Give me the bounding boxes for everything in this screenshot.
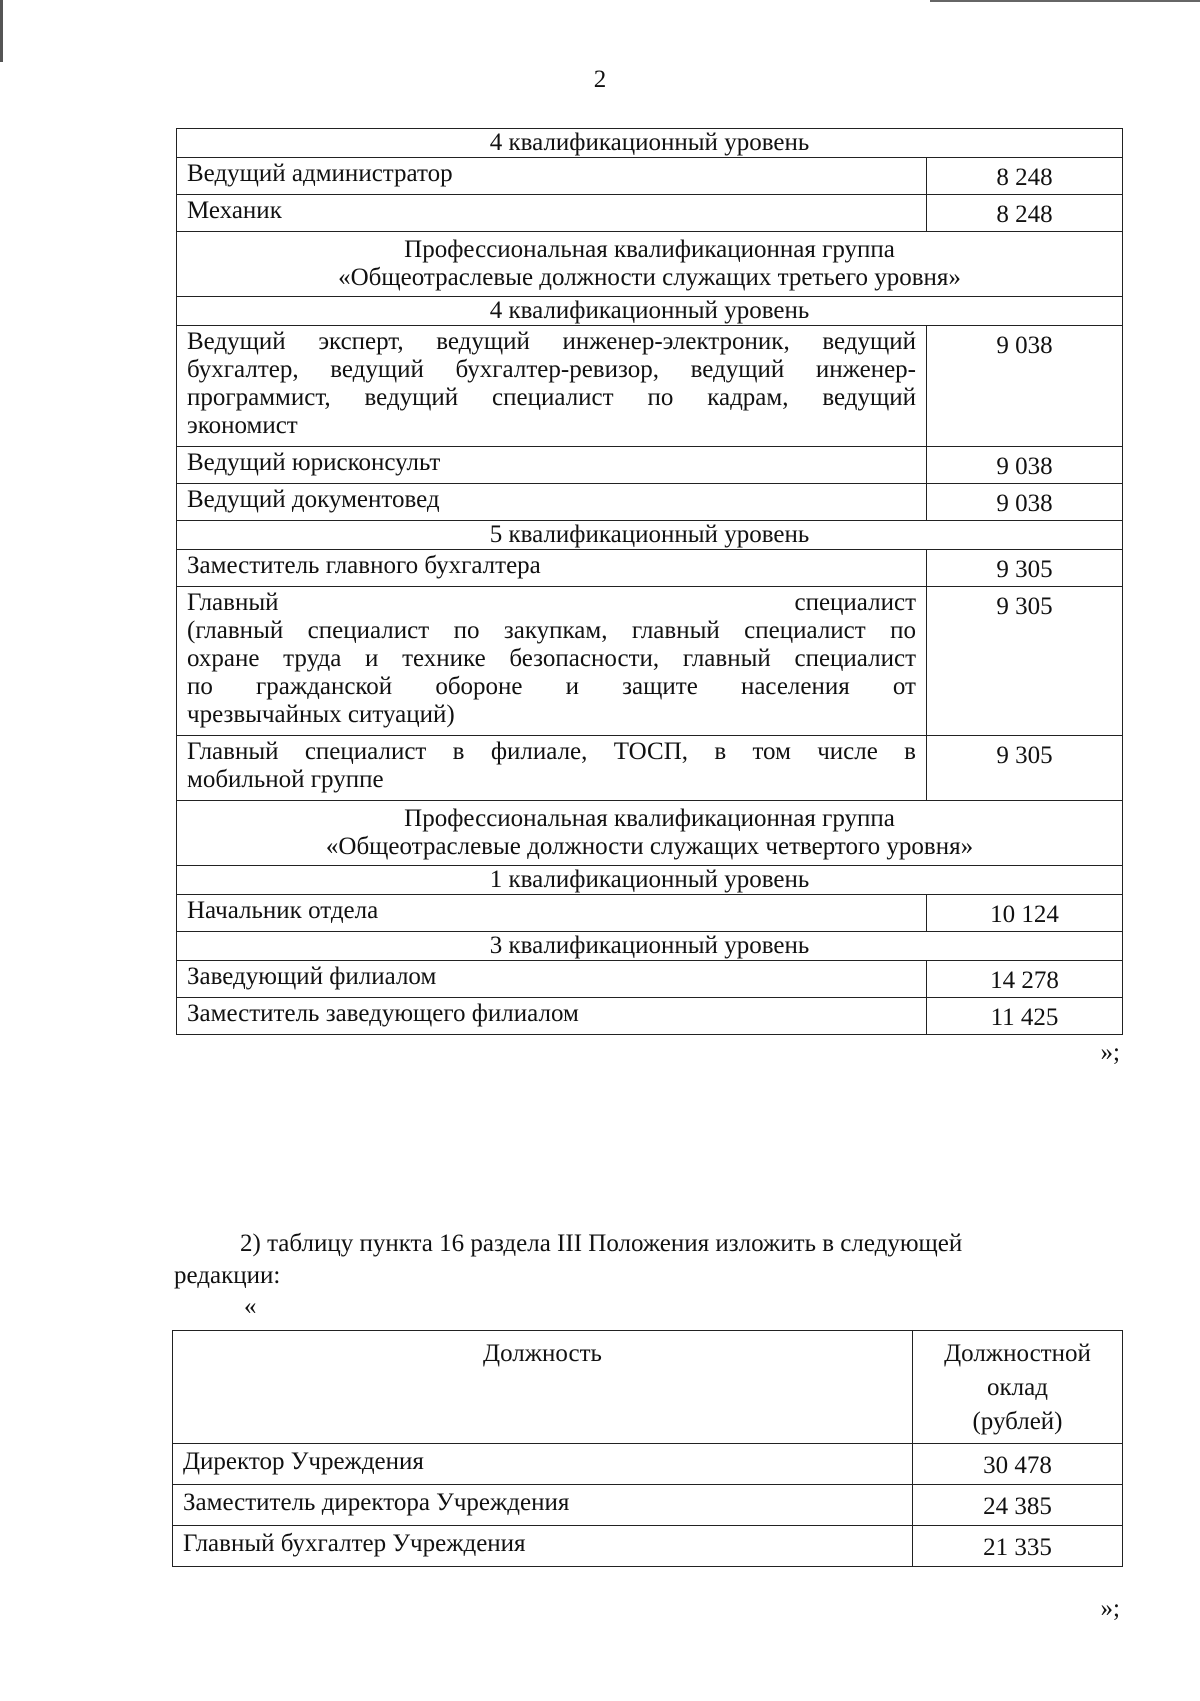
qualification-group-row — [177, 232, 1123, 297]
table-row — [177, 895, 1123, 932]
qualification-level-heading — [177, 129, 1123, 158]
salary-value: 8 248 — [996, 201, 1053, 228]
position-name-line: Заместитель главного бухгалтера — [187, 552, 541, 579]
amendment-paragraph — [174, 1228, 1120, 1292]
salary-value-cell — [927, 998, 1123, 1035]
table-row — [177, 326, 1123, 447]
salary-value-cell — [927, 587, 1123, 736]
salary-value: 9 305 — [996, 593, 1053, 620]
header-salary-line: оклад — [987, 1374, 1048, 1401]
salary-value: 9 038 — [996, 490, 1053, 517]
position-name-cell — [177, 998, 927, 1035]
qualification-level-heading — [177, 932, 1123, 961]
salary-value-cell: 30 478 — [913, 1444, 1123, 1485]
salary-value-cell — [927, 326, 1123, 447]
qualification-level-heading — [177, 521, 1123, 550]
qualification-group-heading — [177, 232, 1123, 297]
level-title: 4 квалификационный уровень — [489, 129, 810, 156]
position-name-line: Ведущий юрисконсульт — [187, 449, 441, 476]
closing-quote-2: »; — [1100, 1595, 1120, 1622]
position-name-line: Ведущий документовед — [187, 486, 440, 513]
closing-quote-1: »; — [1100, 1039, 1120, 1066]
position-name-cell — [177, 961, 927, 998]
table-row — [173, 1526, 1123, 1567]
table-header-row — [173, 1331, 1123, 1444]
salary-value-cell: 24 385 — [913, 1485, 1123, 1526]
position-name-cell: Главный бухгалтер Учреждения — [173, 1526, 913, 1567]
group-title-line: «Общеотраслевые должности служащих четвертого уровня» — [325, 833, 974, 860]
salary-value-cell — [927, 447, 1123, 484]
position-name-line: бухгалтер, ведущий бухгалтер-ревизор, ведущий инженер- — [187, 356, 916, 383]
position-name-cell — [177, 736, 927, 801]
position-name-cell — [177, 158, 927, 195]
scan-top-mark — [930, 0, 1200, 2]
salary-table-management — [172, 1330, 1123, 1567]
amendment-paragraph-line-1: 2) таблицу пункта 16 раздела III Положения изложить в следующей — [240, 1230, 963, 1257]
position-name-line: Главный специалист — [187, 589, 916, 616]
level-title: 5 квалификационный уровень — [489, 521, 810, 548]
table-row — [177, 550, 1123, 587]
table-row — [177, 736, 1123, 801]
salary-value: 9 038 — [996, 453, 1053, 480]
position-name-line: программист, ведущий специалист по кадрам, ведущий — [187, 384, 916, 411]
header-salary-line: Должностной — [944, 1340, 1091, 1367]
amendment-paragraph-line-2: редакции: — [174, 1262, 281, 1289]
position-name-line: экономист — [187, 412, 298, 439]
qualification-level-row — [177, 129, 1123, 158]
salary-value-cell — [927, 484, 1123, 521]
salary-value: 11 425 — [990, 1004, 1059, 1031]
scan-edge-mark — [0, 0, 3, 62]
salary-value: 8 248 — [996, 164, 1053, 191]
header-position — [173, 1331, 913, 1444]
position-name-line: Ведущий эксперт, ведущий инженер-электроник, ведущий — [187, 328, 916, 355]
qualification-level-heading — [177, 866, 1123, 895]
position-name-cell — [177, 195, 927, 232]
level-title: 4 квалификационный уровень — [489, 297, 810, 324]
position-name-line: Ведущий администратор — [187, 160, 453, 187]
level-title: 1 квалификационный уровень — [489, 866, 810, 893]
salary-value: 9 305 — [996, 556, 1053, 583]
position-name-cell — [177, 484, 927, 521]
position-name-line: Заместитель заведующего филиалом — [187, 1000, 579, 1027]
salary-value: 10 124 — [990, 901, 1059, 928]
salary-value: 9 305 — [996, 742, 1053, 769]
qualification-group-heading — [177, 801, 1123, 866]
table-row — [177, 484, 1123, 521]
position-name-line: (главный специалист по закупкам, главный специалист по — [187, 617, 916, 644]
table-row — [177, 961, 1123, 998]
page-number: 2 — [593, 66, 607, 93]
position-name-cell — [177, 550, 927, 587]
header-salary-line: (рублей) — [972, 1408, 1063, 1435]
salary-value-cell — [927, 736, 1123, 801]
salary-value: 14 278 — [990, 967, 1059, 994]
position-name-line: Заведующий филиалом — [187, 963, 437, 990]
position-name-cell — [177, 895, 927, 932]
position-name-cell: Директор Учреждения — [173, 1444, 913, 1485]
qualification-group-row — [177, 801, 1123, 866]
table-row — [177, 195, 1123, 232]
salary-value-cell — [927, 550, 1123, 587]
salary-value-cell — [927, 195, 1123, 232]
position-name-cell — [177, 587, 927, 736]
qualification-level-row — [177, 521, 1123, 550]
group-title-line: Профессиональная квалификационная группа — [404, 805, 895, 832]
salary-value: 9 038 — [996, 332, 1053, 359]
position-name-line: Главный специалист в филиале, ТОСП, в том числе в — [187, 738, 916, 765]
salary-value-cell — [927, 895, 1123, 932]
qualification-level-heading — [177, 297, 1123, 326]
position-name-line: по гражданской обороне и защите населения от — [187, 673, 916, 700]
header-position-label: Должность — [483, 1340, 602, 1367]
table-row — [177, 587, 1123, 736]
salary-value-cell — [927, 961, 1123, 998]
group-title-line: «Общеотраслевые должности служащих третьего уровня» — [338, 264, 961, 291]
header-salary — [913, 1331, 1123, 1444]
position-name-cell — [177, 447, 927, 484]
position-name-line: мобильной группе — [187, 766, 384, 793]
qualification-level-row — [177, 866, 1123, 895]
group-title-line: Профессиональная квалификационная группа — [404, 236, 895, 263]
position-name-line: Механик — [187, 197, 282, 224]
salary-table-qualification-levels — [176, 128, 1123, 1035]
position-name-line: охране труда и технике безопасности, главный специалист — [187, 645, 916, 672]
table-row — [177, 158, 1123, 195]
salary-value-cell: 21 335 — [913, 1526, 1123, 1567]
table-row — [173, 1444, 1123, 1485]
position-name-cell: Заместитель директора Учреждения — [173, 1485, 913, 1526]
qualification-level-row — [177, 932, 1123, 961]
level-title: 3 квалификационный уровень — [489, 932, 810, 959]
table-row — [177, 998, 1123, 1035]
position-name-cell — [177, 326, 927, 447]
opening-quote: « — [244, 1293, 257, 1320]
table-row — [177, 447, 1123, 484]
position-name-line: Начальник отдела — [187, 897, 379, 924]
qualification-level-row — [177, 297, 1123, 326]
position-name-line: чрезвычайных ситуаций) — [187, 701, 455, 728]
salary-value-cell — [927, 158, 1123, 195]
table-row — [173, 1485, 1123, 1526]
